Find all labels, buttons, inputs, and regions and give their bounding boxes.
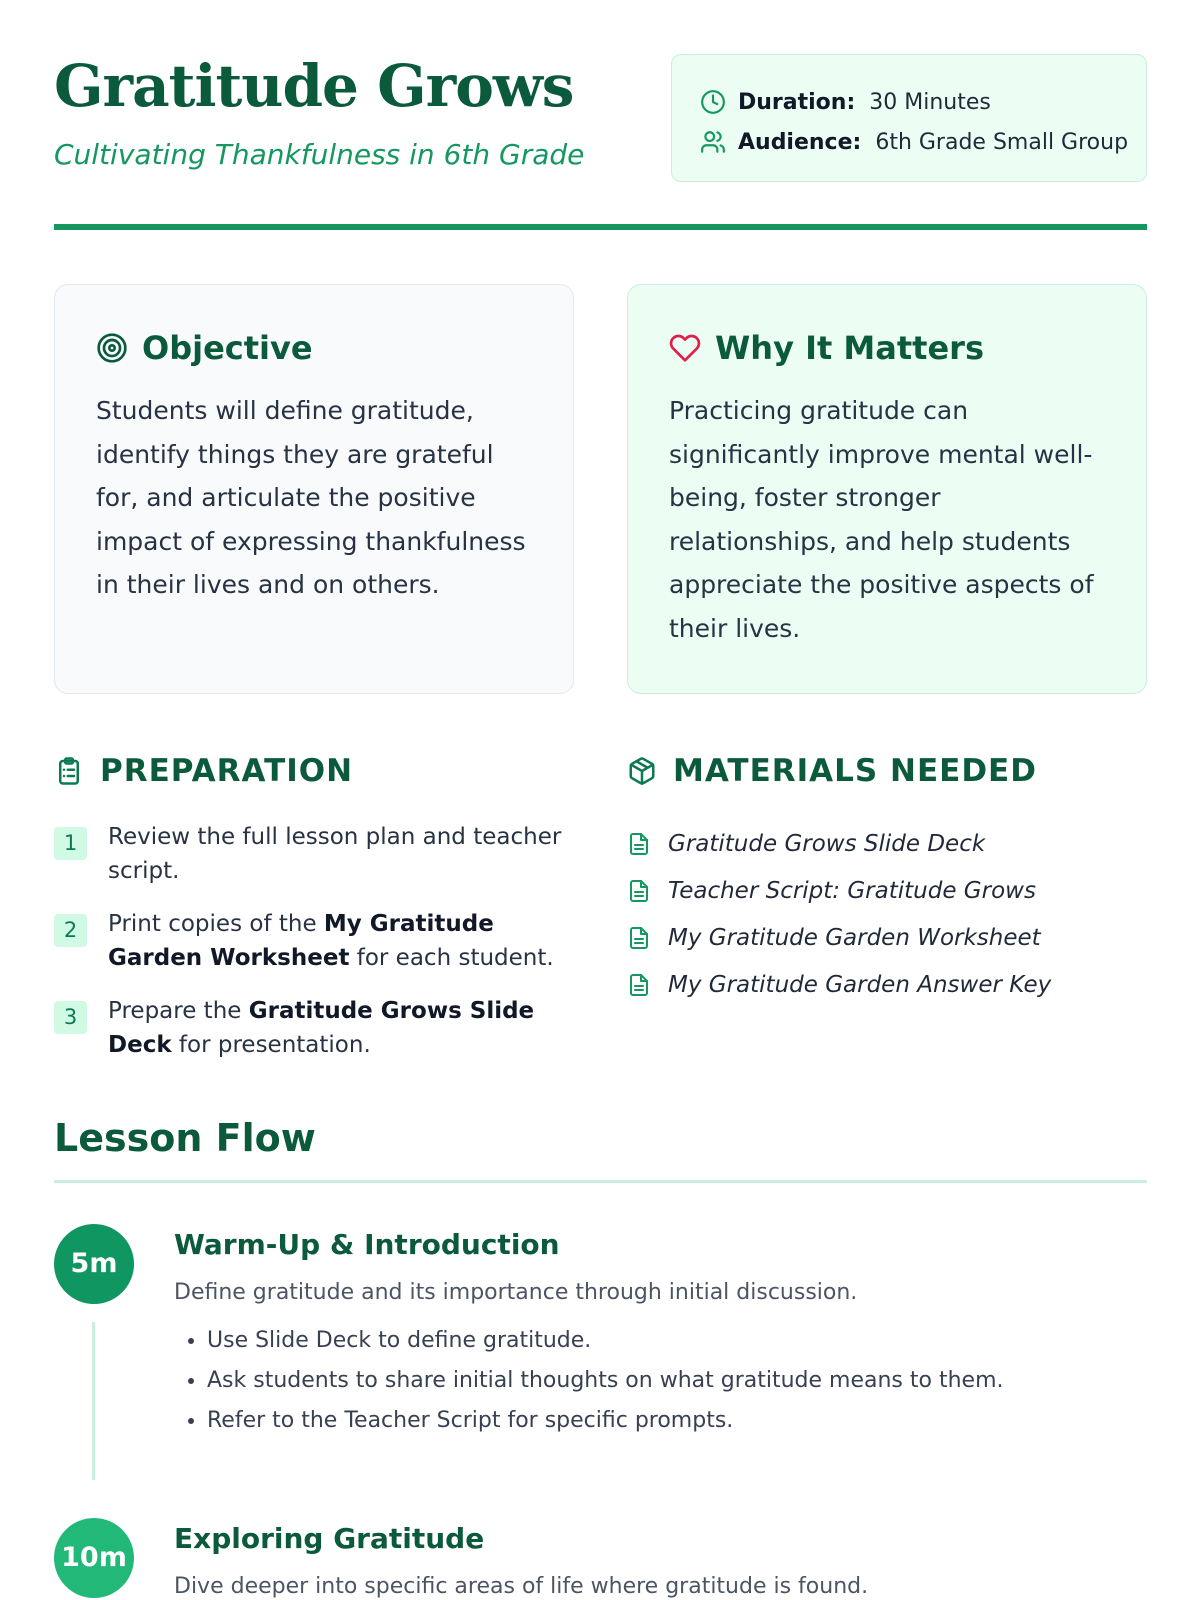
header-divider	[54, 224, 1147, 230]
step-description: Dive deeper into specific areas of life where gratitude is found.	[174, 1574, 869, 1599]
step-bullets	[174, 1321, 1004, 1441]
material-item[interactable]	[627, 961, 1051, 1008]
why-it-matters-card	[627, 284, 1147, 694]
objective-text: Students will define gratitude, identify things they are grateful for, and articulate the positive impact of expressing thankfulness in their lives and on others.	[96, 396, 526, 599]
package-icon	[627, 754, 657, 788]
step-description: Define gratitude and its importance through initial discussion.	[174, 1280, 858, 1305]
preparation-title: PREPARATION	[100, 753, 354, 789]
material-item[interactable]	[627, 914, 1051, 961]
material-item-label: My Gratitude Garden Answer Key	[668, 971, 1052, 998]
preparation-item	[54, 994, 574, 1062]
step-bullet: • Ask students to share initial thoughts on what gratitude means to them.	[207, 1361, 1004, 1401]
lesson-flow-title: Lesson Flow	[54, 1116, 316, 1160]
materials-heading	[627, 748, 1037, 794]
document-icon	[627, 878, 651, 904]
heart-icon	[669, 332, 701, 364]
material-item[interactable]	[627, 867, 1051, 914]
audience-row	[700, 122, 1146, 162]
material-item-label: Teacher Script: Gratitude Grows	[668, 877, 1036, 904]
step-time-badge: 10m	[54, 1518, 134, 1598]
preparation-item-bold: My Gratitude Garden Worksheet	[108, 911, 494, 971]
material-item-label: My Gratitude Garden Worksheet	[668, 924, 1041, 951]
clock-icon	[700, 89, 726, 115]
why-it-matters-text: Practicing gratitude can significantly improve mental well-being, foster stronger relationships, and help students appreciate the positive aspects of their lives.	[669, 396, 1094, 643]
preparation-item	[54, 820, 574, 888]
audience-label: Audience:	[738, 129, 862, 155]
timeline-connector	[92, 1322, 95, 1480]
target-icon	[96, 332, 128, 364]
preparation-heading	[54, 748, 353, 794]
duration-row	[700, 82, 1146, 122]
preparation-item	[54, 907, 574, 975]
why-it-matters-title: Why It Matters	[715, 329, 984, 367]
material-item-label: Gratitude Grows Slide Deck	[668, 830, 986, 857]
preparation-item-text-end: for each student.	[349, 945, 554, 971]
clipboard-icon	[54, 754, 84, 788]
page-subtitle: Cultivating Thankfulness in 6th Grade	[54, 138, 585, 171]
preparation-item-text: Prepare the	[108, 998, 249, 1024]
duration-label: Duration:	[738, 89, 856, 115]
document-icon	[627, 972, 651, 998]
audience-value: 6th Grade Small Group	[875, 129, 1129, 155]
lesson-flow-divider	[54, 1180, 1147, 1183]
document-icon	[627, 831, 651, 857]
step-number-badge: 3	[54, 1001, 87, 1034]
preparation-item-bold: Gratitude Grows Slide Deck	[108, 998, 535, 1058]
page-title: Gratitude Grows	[54, 52, 574, 120]
objective-title: Objective	[142, 329, 313, 367]
step-title: Warm-Up & Introduction	[174, 1228, 560, 1261]
step-title: Exploring Gratitude	[174, 1522, 485, 1555]
users-icon	[700, 129, 726, 155]
step-bullet: • Use Slide Deck to define gratitude.	[207, 1321, 1004, 1361]
step-number-badge: 2	[54, 914, 87, 947]
duration-value: 30 Minutes	[869, 89, 991, 115]
preparation-list	[54, 820, 574, 1081]
materials-title: MATERIALS NEEDED	[673, 753, 1037, 789]
lesson-info-box	[671, 54, 1147, 182]
materials-list	[627, 820, 1051, 1008]
step-bullet: • Refer to the Teacher Script for specific prompts.	[207, 1401, 1004, 1441]
preparation-item-text: Print copies of the	[108, 911, 324, 937]
objective-card	[54, 284, 574, 694]
step-number-badge: 1	[54, 827, 87, 860]
preparation-item-text: Review the full lesson plan and teacher script.	[108, 824, 562, 884]
preparation-item-text-end: for presentation.	[171, 1032, 371, 1058]
document-icon	[627, 925, 651, 951]
material-item[interactable]	[627, 820, 1051, 867]
step-time-badge: 5m	[54, 1224, 134, 1304]
